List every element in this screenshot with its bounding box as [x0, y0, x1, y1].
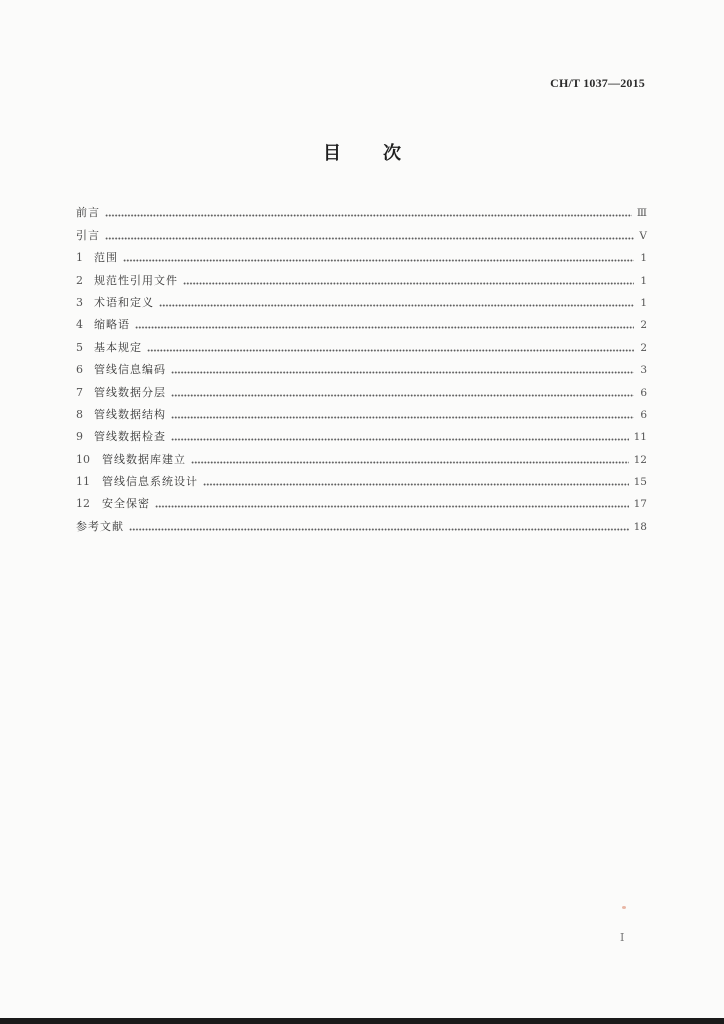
toc-entry-page: 6 — [640, 408, 647, 421]
toc-entry-number: 12 — [76, 497, 90, 511]
toc-entry-bibliography[interactable] — [76, 511, 647, 533]
toc-entry-label: 基本规定 — [94, 340, 142, 354]
toc-entry-number: 5 — [76, 340, 83, 354]
toc-entry-number: 10 — [76, 452, 90, 466]
toc-entry-page: 1 — [640, 296, 647, 309]
dot-leader — [123, 259, 634, 262]
toc-entry-page: 18 — [633, 520, 647, 533]
toc-entry-8[interactable] — [76, 400, 647, 422]
toc-entry-page: 12 — [633, 453, 647, 466]
toc-entry-5[interactable] — [76, 332, 647, 354]
dot-leader — [129, 528, 629, 531]
toc-entry-label: 缩略语 — [94, 318, 130, 332]
dot-leader — [159, 304, 634, 307]
toc-entry-1[interactable] — [76, 243, 647, 265]
toc-entry-number: 1 — [76, 251, 83, 265]
toc-entry-11[interactable] — [76, 467, 647, 489]
toc-title — [0, 139, 724, 165]
toc-entry-page: 2 — [640, 319, 647, 332]
toc-entry-label: 参考文献 — [76, 519, 124, 533]
toc-entry-introduction[interactable] — [76, 220, 647, 242]
toc-entry-2[interactable] — [76, 265, 647, 287]
toc-entry-label: 管线信息系统设计 — [102, 475, 198, 489]
toc-entry-number: 8 — [76, 407, 83, 421]
toc-entry-label: 前言 — [76, 206, 100, 220]
toc-entry-preface[interactable] — [76, 198, 647, 220]
standard-code: CH/T 1037—2015 — [550, 76, 645, 90]
toc-entry-label: 范围 — [94, 251, 118, 265]
toc-entry-number: 6 — [76, 363, 83, 377]
dot-leader — [171, 416, 634, 419]
toc-entry-10[interactable] — [76, 444, 647, 466]
toc-entry-9[interactable] — [76, 422, 647, 444]
toc-entry-number: 11 — [76, 475, 90, 489]
toc-entry-number: 4 — [76, 318, 83, 332]
toc-entry-page: 1 — [640, 252, 647, 265]
paper-stain-mark — [622, 906, 626, 909]
toc-entry-number: 9 — [76, 430, 83, 444]
dot-leader — [171, 394, 634, 397]
dot-leader — [191, 461, 629, 464]
toc-entry-page: Ⅲ — [636, 207, 647, 220]
dot-leader — [203, 483, 629, 486]
toc-entry-page: 15 — [633, 476, 647, 489]
toc-entry-page: 1 — [640, 274, 647, 287]
dot-leader — [171, 371, 634, 374]
toc-entry-page: 6 — [640, 386, 647, 399]
dot-leader — [171, 438, 629, 441]
toc-entry-page: Ⅴ — [639, 229, 647, 242]
toc-entry-4[interactable] — [76, 310, 647, 332]
toc-entry-page: 2 — [640, 341, 647, 354]
toc-entry-page: 11 — [633, 431, 647, 444]
dot-leader — [183, 282, 634, 285]
dot-leader — [155, 505, 629, 508]
dot-leader — [147, 349, 634, 352]
toc-entry-label: 术语和定义 — [94, 295, 154, 309]
toc-entry-number: 3 — [76, 295, 83, 309]
toc-entry-label: 管线数据结构 — [94, 407, 166, 421]
toc-entry-number: 2 — [76, 273, 83, 287]
dot-leader — [105, 237, 634, 240]
toc-entry-page: 17 — [633, 498, 647, 511]
toc-entry-label: 管线数据库建立 — [102, 452, 186, 466]
toc-entry-label: 引言 — [76, 228, 100, 242]
table-of-contents — [76, 198, 647, 534]
dot-leader — [135, 326, 634, 329]
dot-leader — [105, 214, 632, 217]
toc-entry-page: 3 — [640, 364, 647, 377]
toc-entry-6[interactable] — [76, 355, 647, 377]
toc-title-char-1: 目 — [323, 143, 341, 164]
toc-entry-number: 7 — [76, 385, 83, 399]
toc-entry-7[interactable] — [76, 377, 647, 399]
page-number: I — [620, 931, 625, 944]
scan-edge — [0, 1018, 724, 1024]
toc-entry-label: 管线数据分层 — [94, 385, 166, 399]
toc-entry-label: 管线信息编码 — [94, 363, 166, 377]
toc-entry-label: 规范性引用文件 — [94, 273, 178, 287]
toc-entry-label: 安全保密 — [102, 497, 150, 511]
toc-entry-3[interactable] — [76, 288, 647, 310]
toc-title-char-2: 次 — [383, 143, 401, 164]
toc-entry-label: 管线数据检查 — [94, 430, 166, 444]
toc-entry-12[interactable] — [76, 489, 647, 511]
